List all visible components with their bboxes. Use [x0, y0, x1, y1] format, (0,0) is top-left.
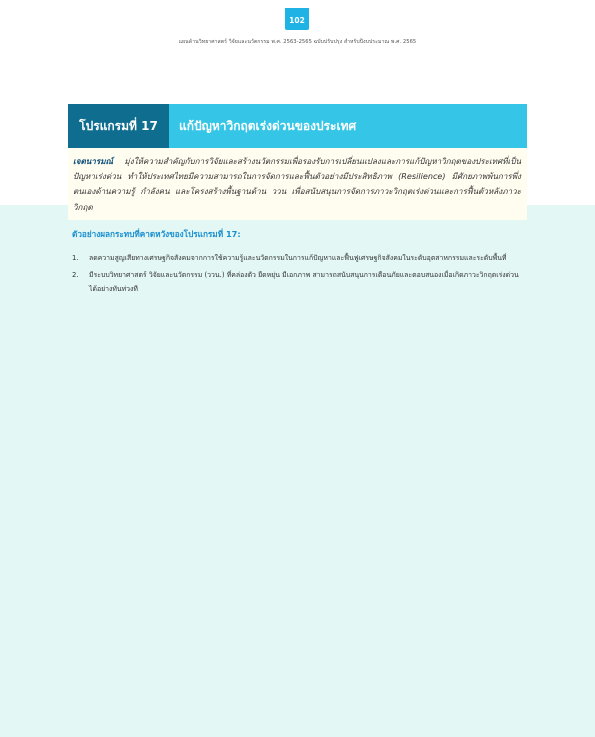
list-item-text: มีระบบวิทยาศาสตร์ วิจัยและนวัตกรรม (ววน.) ที่คล่องตัว ยืดหยุ่น มีเอกภาพ สามารถสนับสนุนการเตือนภัยและตอบสนองเมื่อเกิดภาวะวิกฤตเร่งด่วนได้อย่างทันท่วงที — [89, 271, 519, 293]
page-number: 102 — [285, 8, 309, 30]
list-item-number: 1. — [72, 254, 79, 262]
list-item — [72, 268, 524, 296]
list-item — [72, 251, 524, 265]
program-title: แก้ปัญหาวิกฤตเร่งด่วนของประเทศ — [169, 104, 527, 148]
outcome-list — [72, 251, 524, 299]
running-header: แผนด้านวิทยาศาสตร์ วิจัยและนวัตกรรม พ.ศ. 2563-2565 ฉบับปรับปรุง สำหรับปีงบประมาณ พ.ศ. 2565 — [178, 39, 417, 45]
intent-label: เจตนารมณ์ — [73, 156, 114, 166]
outcomes-heading: ตัวอย่างผลกระทบที่คาดหวังของโปรแกรมที่ 17: — [72, 229, 241, 239]
list-item-number: 2. — [72, 271, 79, 279]
list-item-text: ลดความสูญเสียทางเศรษฐกิจสังคมจากการใช้ความรู้และนวัตกรรมในการแก้ปัญหาและฟื้นฟูเศรษฐกิจสังคมในระดับอุตสาหกรรมและระดับพื้นที่ — [89, 254, 507, 262]
intent-text: มุ่งให้ความสำคัญกับการวิจัยและสร้างนวัตกรรมเพื่อรองรับการเปลี่ยนแปลงและการแก้ปัญหาวิกฤตของประเทศที่เป็นปัญหาเร่งด่วน ทำให้ประเทศไทยมีความสามารถในการจัดการและฟื้นตัวอย่างมีประสิทธิภาพ (Resilience) มีศักยภาพพ้นการพึ่งตนเองด้านความรู้ กำลังคน และโครงสร้างพื้นฐานด้าน ววน เพื่อสนับสนุนการจัดการภาวะวิกฤตเร่งด่วนและการฟื้นตัวหลังภาวะวิกฤต — [73, 156, 521, 212]
program-banner — [68, 104, 527, 148]
intent-box — [68, 148, 527, 220]
program-number-label: โปรแกรมที่ 17 — [68, 104, 169, 148]
